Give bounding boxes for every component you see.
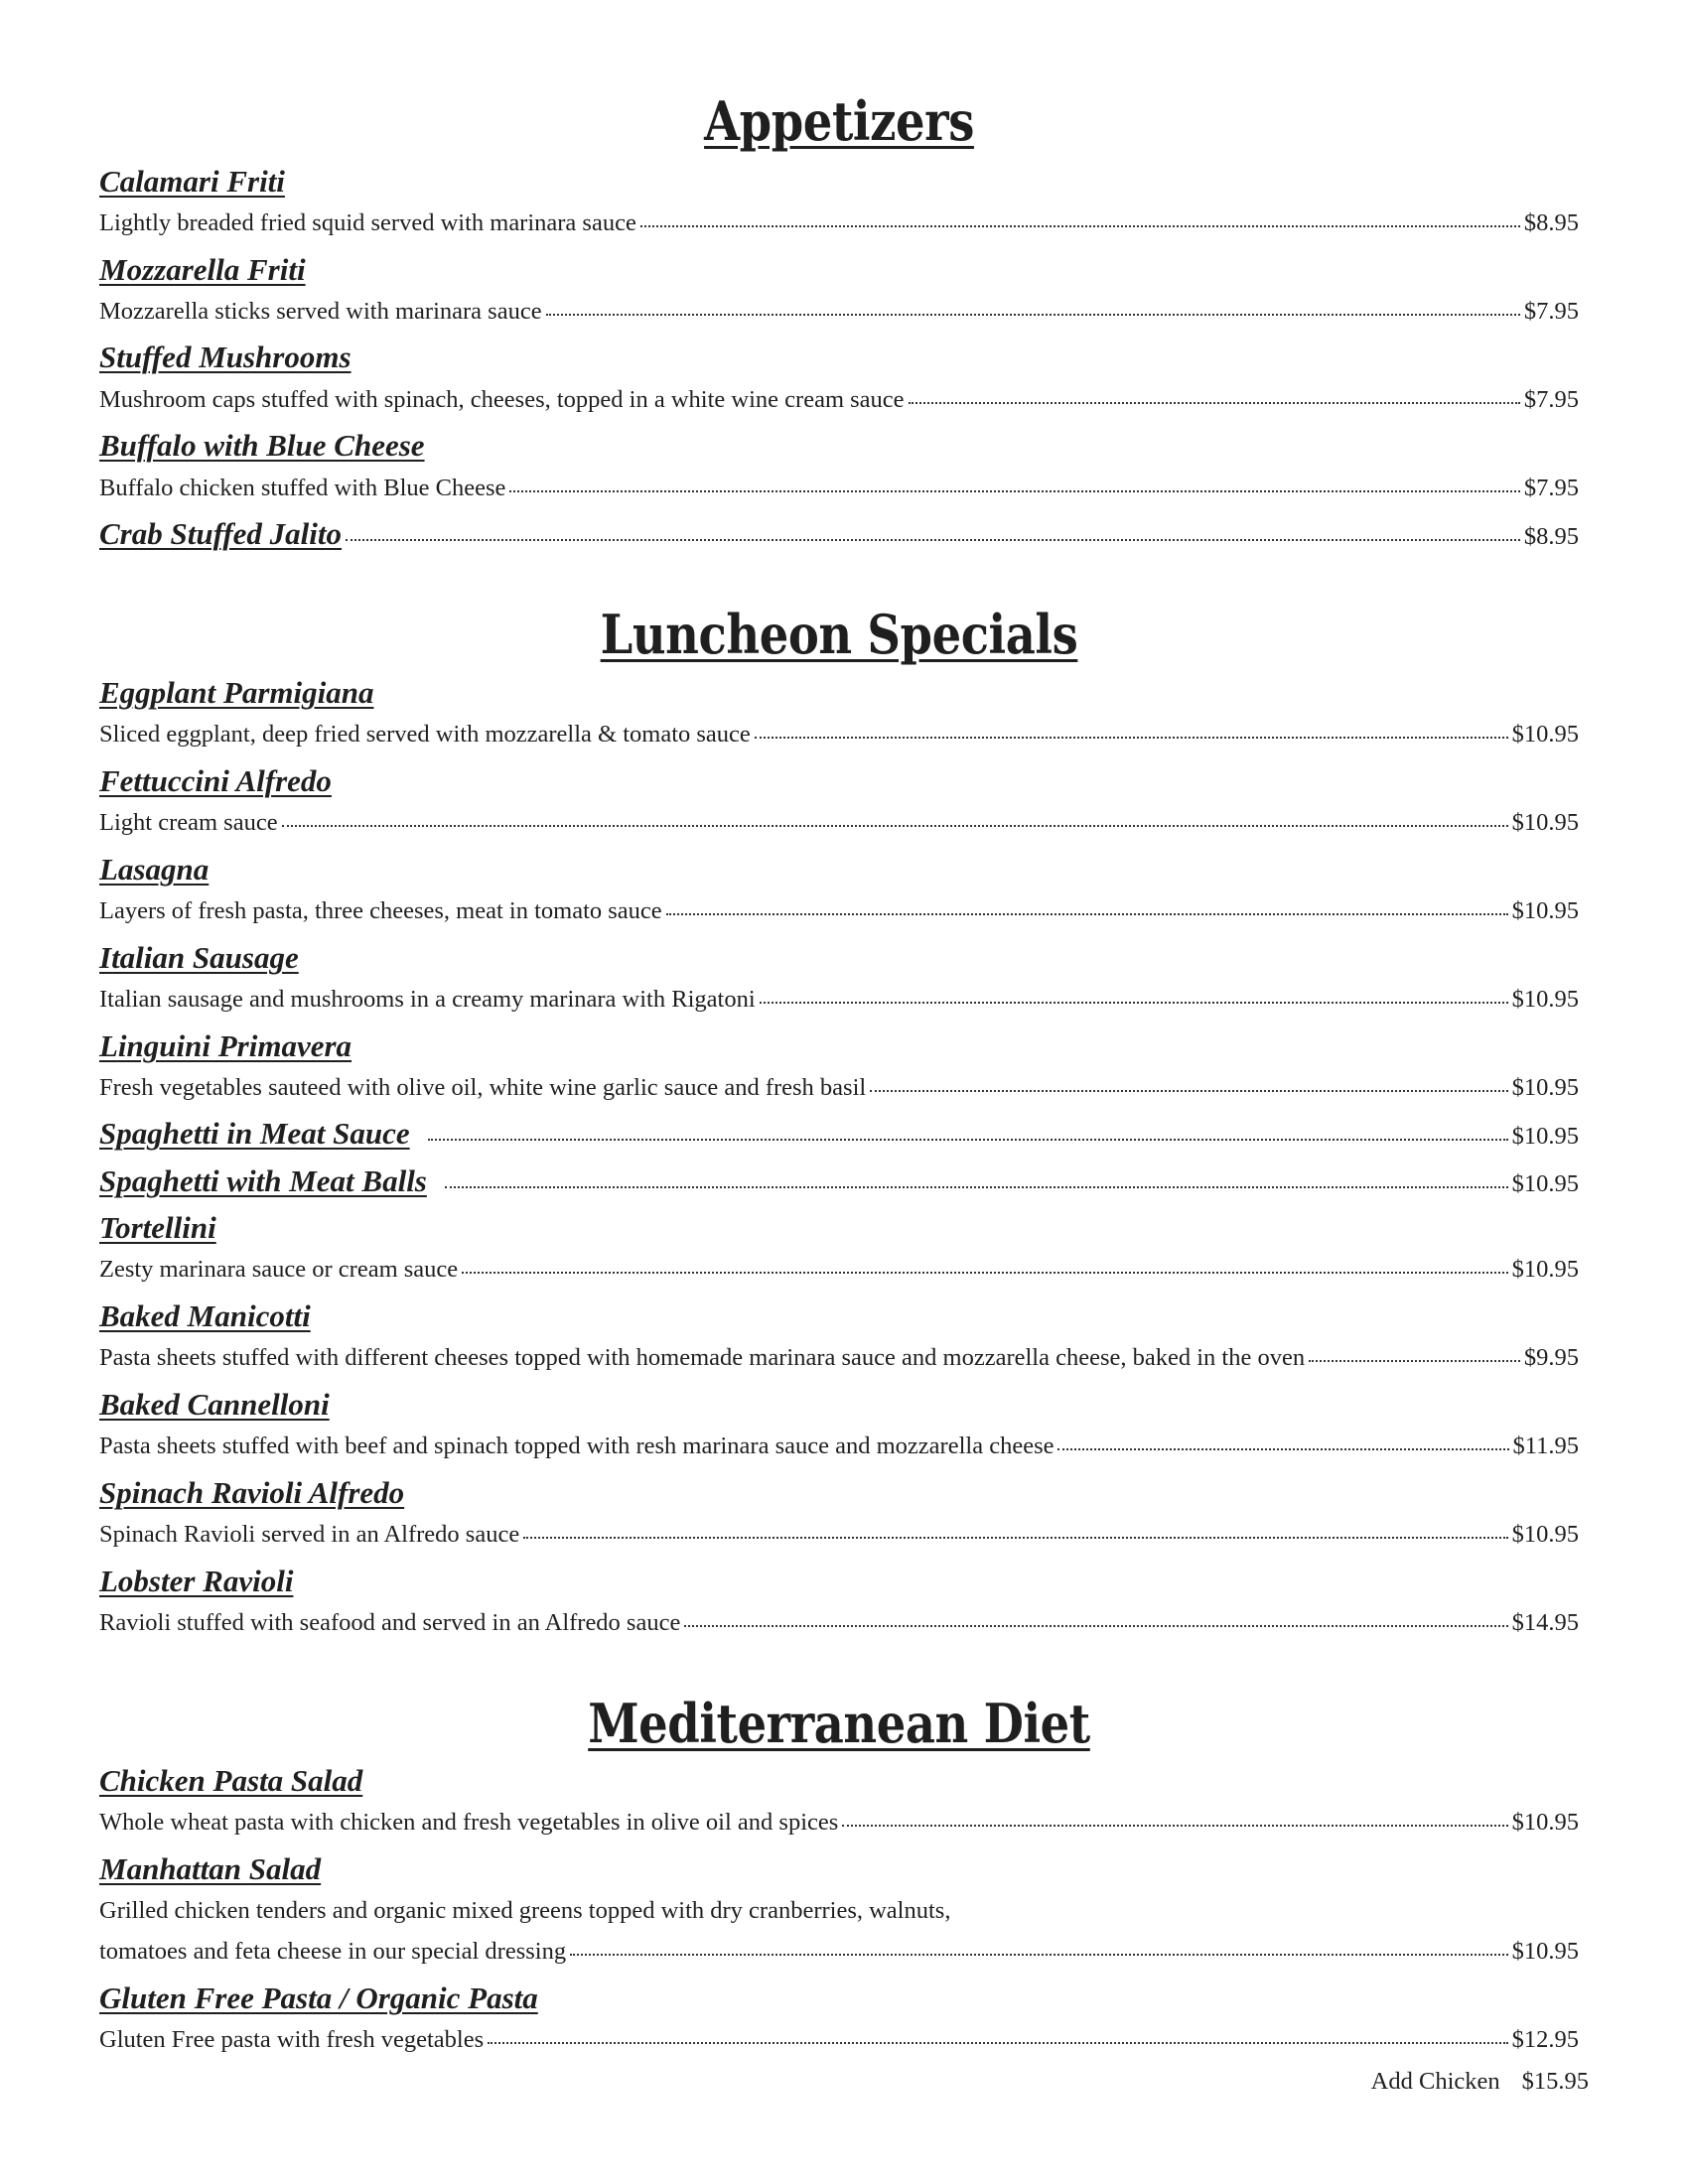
section-title-appetizers: Appetizers — [704, 89, 974, 153]
addon-label: Add Chicken — [1370, 2068, 1500, 2095]
item-price: $11.95 — [1512, 1433, 1579, 1459]
item-description: Spinach Ravioli served in an Alfredo sauce — [99, 1521, 520, 1548]
dot-leader — [1057, 1448, 1508, 1450]
item-price: $10.95 — [1511, 1521, 1579, 1548]
item-description: Pasta sheets stuffed with beef and spinach topped with resh marinara sauce and mozzarella cheese — [99, 1433, 1055, 1459]
section-title-mediterranean-diet: Mediterranean Diet — [588, 1692, 1090, 1755]
menu-line-crab-stuffed-jalito — [99, 516, 1579, 555]
dot-leader — [523, 1537, 1507, 1539]
dot-leader — [760, 1002, 1508, 1004]
menu-line-gluten-free-pasta — [99, 2025, 1579, 2055]
menu-line-tortellini — [99, 1255, 1579, 1285]
item-price: $10.95 — [1511, 897, 1579, 924]
item-price: $10.95 — [1511, 1170, 1579, 1197]
item-description: Mozzarella sticks served with marinara sauce — [99, 298, 542, 325]
item-description: Ravioli stuffed with seafood and served in an Alfredo sauce — [99, 1609, 681, 1636]
dot-leader — [666, 913, 1508, 915]
dot-leader — [428, 1139, 1508, 1141]
item-price: $7.95 — [1523, 386, 1579, 413]
dot-leader — [445, 1186, 1508, 1188]
item-name-chicken-pasta-salad: Chicken Pasta Salad — [99, 1763, 363, 1798]
dot-leader — [870, 1090, 1507, 1092]
item-price: $12.95 — [1511, 2026, 1579, 2053]
item-price: $10.95 — [1511, 1256, 1579, 1283]
dot-leader — [1309, 1360, 1520, 1362]
item-name-fettuccini-alfredo: Fettuccini Alfredo — [99, 763, 332, 798]
menu-line-spaghetti-meat-balls — [99, 1163, 1579, 1202]
menu-line-chicken-pasta-salad — [99, 1808, 1579, 1838]
item-price: $10.95 — [1511, 809, 1579, 836]
item-description: Mushroom caps stuffed with spinach, cheeses, topped in a white wine cream sauce — [99, 386, 905, 413]
item-name-tortellini: Tortellini — [99, 1210, 216, 1245]
addon-price: $15.95 — [1521, 2068, 1589, 2095]
item-description: Sliced eggplant, deep fried served with mozzarella & tomato sauce — [99, 721, 751, 748]
dot-leader — [755, 737, 1508, 739]
item-name-eggplant-parmigiana: Eggplant Parmigiana — [99, 675, 374, 710]
item-name-buffalo-blue-cheese: Buffalo with Blue Cheese — [99, 428, 425, 463]
dot-leader — [909, 402, 1520, 404]
dot-leader — [509, 490, 1520, 492]
item-description: tomatoes and feta cheese in our special dressing — [99, 1938, 567, 1965]
item-name-crab-stuffed-jalito: Crab Stuffed Jalito — [99, 516, 343, 551]
item-description: Zesty marinara sauce or cream sauce — [99, 1256, 459, 1283]
item-name-manhattan-salad: Manhattan Salad — [99, 1851, 322, 1886]
item-description: Lightly breaded fried squid served with marinara sauce — [99, 209, 636, 236]
menu-line-spaghetti-meat-sauce — [99, 1116, 1579, 1155]
item-name-linguini-primavera: Linguini Primavera — [99, 1028, 352, 1063]
menu-line-spinach-ravioli-alfredo — [99, 1520, 1579, 1550]
menu-line-fettuccini-alfredo — [99, 808, 1579, 838]
add-chicken-option — [1371, 2067, 1589, 2097]
menu-line-lasagna — [99, 896, 1579, 926]
dot-leader — [684, 1625, 1507, 1627]
item-price: $8.95 — [1523, 523, 1579, 550]
item-name-baked-cannelloni: Baked Cannelloni — [99, 1387, 330, 1422]
item-description: Whole wheat pasta with chicken and fresh vegetables in olive oil and spices — [99, 1809, 839, 1836]
menu-line-baked-cannelloni — [99, 1432, 1579, 1461]
item-price: $9.95 — [1523, 1344, 1579, 1371]
item-description: Gluten Free pasta with fresh vegetables — [99, 2026, 485, 2053]
item-name-calamari-friti: Calamari Friti — [99, 164, 285, 199]
dot-leader — [488, 2042, 1508, 2044]
dot-leader — [640, 225, 1520, 227]
dot-leader — [462, 1272, 1507, 1274]
item-name-spinach-ravioli-alfredo: Spinach Ravioli Alfredo — [99, 1475, 405, 1510]
dot-leader — [546, 314, 1520, 316]
item-description: Layers of fresh pasta, three cheeses, meat in tomato sauce — [99, 897, 662, 924]
item-description: Light cream sauce — [99, 809, 278, 836]
item-price: $10.95 — [1511, 1809, 1579, 1836]
item-description: Buffalo chicken stuffed with Blue Cheese — [99, 475, 506, 501]
item-description: Italian sausage and mushrooms in a creamy marinara with Rigatoni — [99, 986, 756, 1013]
dot-leader — [346, 539, 1520, 541]
dot-leader — [842, 1825, 1507, 1827]
item-price: $14.95 — [1511, 1609, 1579, 1636]
item-name-lasagna: Lasagna — [99, 852, 210, 887]
item-price: $7.95 — [1523, 475, 1579, 501]
menu-line-eggplant-parmigiana — [99, 720, 1579, 750]
item-price: $8.95 — [1523, 209, 1579, 236]
item-name-gluten-free-pasta: Gluten Free Pasta / Organic Pasta — [99, 1980, 538, 2015]
item-name-stuffed-mushrooms: Stuffed Mushrooms — [99, 340, 352, 374]
item-name-italian-sausage: Italian Sausage — [99, 940, 299, 975]
menu-line-mozzarella-friti — [99, 297, 1579, 327]
menu-line-stuffed-mushrooms — [99, 385, 1579, 415]
item-price: $7.95 — [1523, 298, 1579, 325]
item-name-baked-manicotti: Baked Manicotti — [99, 1298, 311, 1333]
menu-line-calamari-friti — [99, 208, 1579, 238]
item-description: Fresh vegetables sauteed with olive oil, white wine garlic sauce and fresh basil — [99, 1074, 867, 1101]
item-price: $10.95 — [1511, 1938, 1579, 1965]
item-name-lobster-ravioli: Lobster Ravioli — [99, 1564, 294, 1598]
dot-leader — [570, 1954, 1508, 1956]
menu-line-lobster-ravioli — [99, 1608, 1579, 1638]
item-description: Pasta sheets stuffed with different cheeses topped with homemade marinara sauce and mozzarella cheese, baked in the oven — [99, 1344, 1306, 1371]
dot-leader — [282, 825, 1508, 827]
menu-line-baked-manicotti — [99, 1343, 1579, 1373]
item-name-mozzarella-friti: Mozzarella Friti — [99, 252, 306, 287]
menu-line-italian-sausage — [99, 985, 1579, 1015]
menu-line-buffalo-blue-cheese — [99, 474, 1579, 503]
item-price: $10.95 — [1511, 721, 1579, 748]
item-name-spaghetti-meat-balls: Spaghetti with Meat Balls — [99, 1163, 427, 1198]
item-description-line1: Grilled chicken tenders and organic mixed greens topped with dry cranberries, walnuts, — [99, 1897, 951, 1924]
item-price: $10.95 — [1511, 986, 1579, 1013]
section-title-luncheon-specials: Luncheon Specials — [600, 603, 1078, 666]
item-price: $10.95 — [1511, 1074, 1579, 1101]
item-price: $10.95 — [1511, 1123, 1579, 1150]
menu-line-manhattan-salad — [99, 1937, 1579, 1967]
menu-line-linguini-primavera — [99, 1073, 1579, 1103]
item-name-spaghetti-meat-sauce: Spaghetti in Meat Sauce — [99, 1116, 410, 1151]
